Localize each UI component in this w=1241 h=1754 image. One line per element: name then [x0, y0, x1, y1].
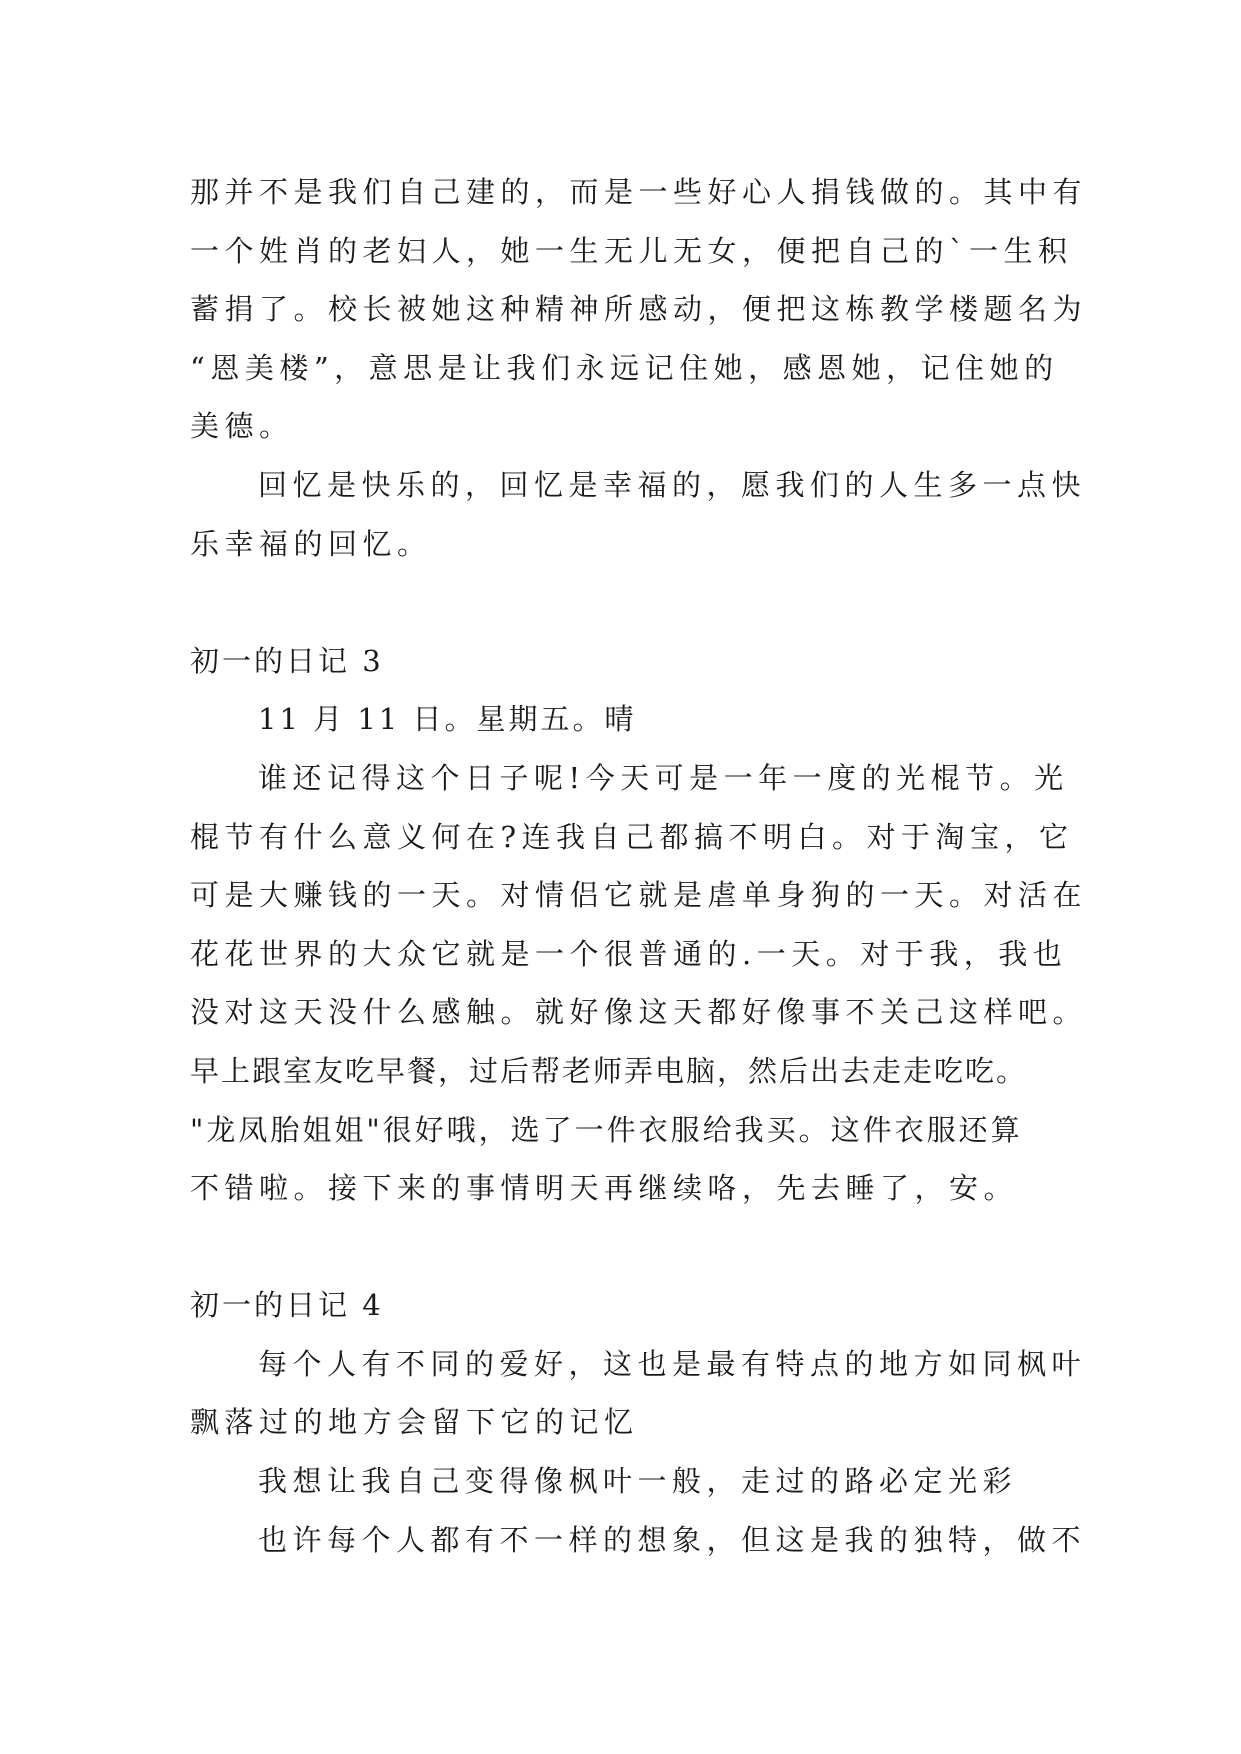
text-line: 那并不是我们自己建的，而是一些好心人捐钱做的。其中有: [190, 175, 1088, 209]
text-line: 谁还记得这个日子呢!今天可是一年一度的光棍节。光: [258, 760, 1069, 795]
spacer: [190, 1218, 1060, 1277]
text-line: 飘落过的地方会留下它的记忆: [190, 1405, 639, 1440]
spacer: [190, 573, 1060, 632]
text-line: 花花世界的大众它就是一个很普通的.一天。对于我，我也: [190, 936, 1068, 971]
text-line: “恩美楼”，意思是让我们永远记住她，感恩她，记住她的: [190, 350, 1059, 385]
text-line: 棍节有什么意义何在?连我自己都搞不明白。对于淘宝，它: [190, 819, 1074, 854]
paragraph: [190, 163, 1088, 456]
text-line: 乐幸福的回忆。: [190, 526, 432, 561]
paragraph: [190, 1452, 1060, 1511]
text-line: 早上跟室友吃早餐，过后帮老师弄电脑，然后出去走走吃吃。: [190, 1053, 1028, 1088]
text-line: 蓄捐了。校长被她这种精神所感动，便把这栋教学楼题名为: [190, 292, 1088, 327]
paragraph: [190, 1511, 1087, 1570]
text-line: 我想让我自己变得像枫叶一般，走过的路必定光彩: [258, 1464, 1018, 1499]
text-line: 每个人有不同的爱好，这也是最有特点的地方如同枫叶: [258, 1346, 1087, 1381]
paragraph: [190, 456, 1087, 573]
paragraph: [190, 749, 1088, 1218]
date-line: 11 月 11 日。星期五。晴: [258, 702, 637, 737]
text-line: 回忆是快乐的，回忆是幸福的，愿我们的人生多一点快: [258, 467, 1087, 502]
text-line: 可是大赚钱的一天。对情侣它就是虐单身狗的一天。对活在: [190, 878, 1088, 913]
section-heading: 初一的日记 4: [190, 1288, 384, 1323]
text-line: 美德。: [190, 409, 294, 444]
text-line: 没对这天没什么感触。就好像这天都好像事不关己这样吧。: [190, 995, 1088, 1030]
section-heading: 初一的日记 3: [190, 643, 384, 678]
document-body: [190, 163, 1088, 1569]
text-line: "龙凤胎姐姐"很好哦，选了一件衣服给我买。这件衣服还算: [190, 1112, 1023, 1147]
text-line: 不错啦。接下来的事情明天再继续咯，先去睡了，安。: [190, 1171, 1019, 1206]
paragraph: [190, 1335, 1087, 1452]
text-line: 一个姓肖的老妇人，她一生无儿无女，便把自己的`一生积: [190, 233, 1073, 268]
text-line: 也许每个人都有不一样的想象，但这是我的独特，做不: [258, 1522, 1087, 1557]
